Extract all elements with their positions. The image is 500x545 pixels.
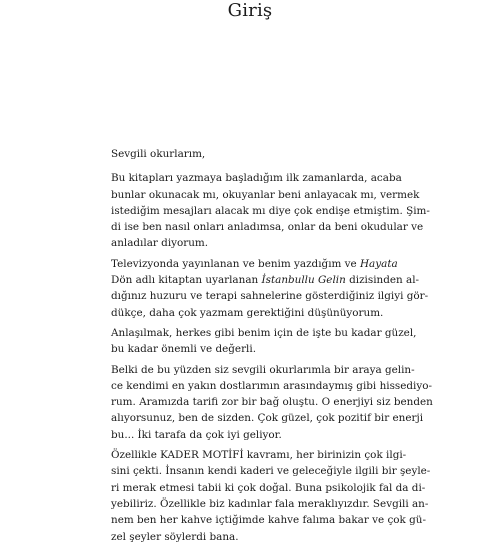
book-title-italic: Hayata <box>360 257 398 270</box>
paragraph-3 <box>111 325 417 358</box>
text-line: bunlar okunacak mı, okuyanlar beni anlayacak mı, vermek <box>111 188 420 201</box>
salutation: Sevgili okurlarım, <box>111 148 206 160</box>
text-line: yebiliriz. Özellikle biz kadınlar fala meraklıyızdır. Sevgili an- <box>111 497 429 510</box>
text-line: alıyorsunuz, ben de sizden. Çok güzel, çok pozitif bir enerji <box>111 412 424 425</box>
text-line: Anlaşılmak, herkes gibi benim için de işte bu kadar güzel, <box>111 326 417 339</box>
text-line: bu kadar önemli ve değerli. <box>111 343 256 356</box>
text-line: Bu kitapları yazmaya başladığım ilk zamanlarda, acaba <box>111 172 402 185</box>
text-line: dükçe, daha çok yazmam gerektiğini düşünüyorum. <box>111 306 384 319</box>
text-line: sini çekti. İnsanın kendi kaderi ve geleceğiyle ilgili bir şeyle- <box>111 465 431 478</box>
text-line <box>111 256 398 272</box>
text-fragment: Televizyonda yayınlanan ve benim yazdığım ve <box>111 257 360 270</box>
text-line: anladılar diyorum. <box>111 237 209 250</box>
text-fragment: Dön adlı kitaptan uyarlanan <box>111 274 262 287</box>
paragraph-2 <box>111 256 429 321</box>
text-line: rum. Aramızda tarifi zor bir bağ oluştu. O enerjiyi siz benden <box>111 396 433 409</box>
text-line: Özellikle KADER MOTİFİ kavramı, her birinizin çok ilgi- <box>111 449 407 462</box>
text-line: di ise ben nasıl onları anladımsa, onlar da beni okudular ve <box>111 221 424 234</box>
text-line: nem ben her kahve içtiğimde kahve falıma bakar ve çok gü- <box>111 514 426 527</box>
text-fragment: dizisinden al- <box>345 274 420 287</box>
text-line: ce kendimi en yakın dostlarımın arasındaymış gibi hissediyo- <box>111 379 433 392</box>
series-title-italic: İstanbullu Gelin <box>261 274 346 287</box>
text-line: dığınız huzuru ve terapi sahnelerine gösterdiğiniz ilgiyi gör- <box>111 290 429 303</box>
body-text <box>111 146 433 545</box>
text-line: istediğim mesajları alacak mı diye çok endişe etmiştim. Şim- <box>111 204 430 217</box>
paragraph-1 <box>111 170 430 251</box>
text-line: bu... İki tarafa da çok iyi geliyor. <box>111 428 282 441</box>
paragraph-4 <box>111 362 433 443</box>
text-line <box>111 272 420 288</box>
text-line: zel şeyler söylerdi bana. <box>111 530 239 543</box>
chapter-title: Giriş <box>227 0 273 21</box>
paragraph-5 <box>111 447 431 545</box>
text-line: ri merak etmesi tabii ki çok doğal. Buna psikolojik fal da di- <box>111 481 426 494</box>
text-line: Belki de bu yüzden siz sevgili okurlarımla bir araya gelin- <box>111 363 415 376</box>
